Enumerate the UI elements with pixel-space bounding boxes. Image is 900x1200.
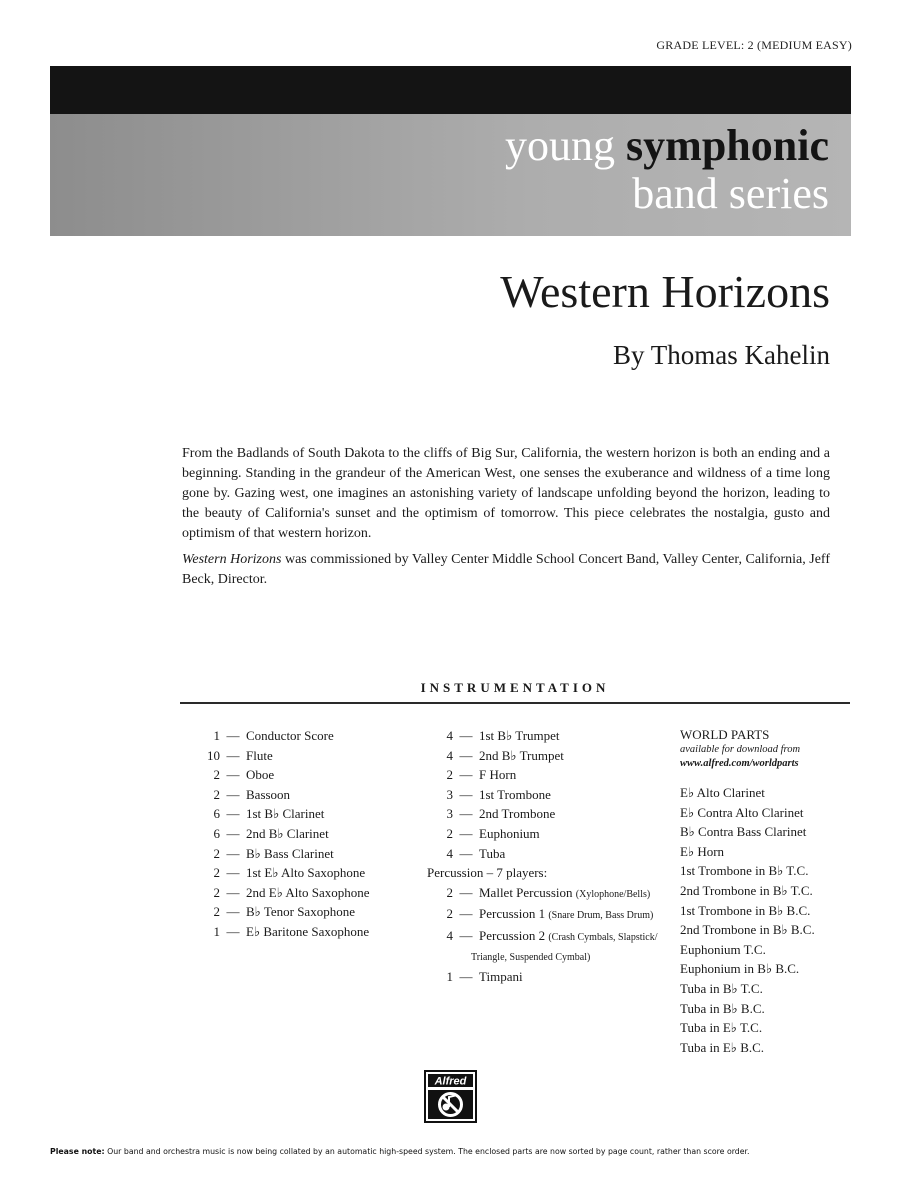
instrument-count: 2	[446, 767, 453, 783]
instrument-row	[194, 844, 370, 864]
instrument-row	[427, 824, 658, 844]
instrument-dash: —	[459, 825, 473, 841]
program-notes	[182, 444, 830, 596]
instrument-dash: —	[226, 786, 240, 802]
instrument-dash: —	[226, 747, 240, 763]
instrument-name: 2nd Trombone	[479, 806, 556, 822]
series-title-line1	[505, 120, 829, 171]
instrument-row	[194, 902, 370, 922]
instrument-row	[194, 746, 370, 766]
instrument-dash: —	[459, 767, 473, 783]
program-notes-paragraph-1: From the Badlands of South Dakota to the cliffs of Big Sur, California, the western horizon is both an ending and a beginning. Standing in the grandeur of the American West, one senses the exuberance and wildness of a time long gone by. Gazing west, one imagines an astonishing variety of landscape unfolding beyond the horizon, leading to the beauty of California's sunset and the optimism of tomorrow. This piece celebrates the nostalgia, gusto and optimism of that western horizon.	[182, 446, 830, 541]
world-part-item: Tuba in E♭ B.C.	[680, 1039, 765, 1055]
instrument-name: Tuba	[479, 845, 506, 861]
instrument-row	[427, 883, 658, 905]
world-part-item: Euphonium T.C.	[680, 941, 766, 957]
instrument-name: Percussion 2	[479, 927, 546, 943]
world-part-item: Tuba in B♭ T.C.	[680, 980, 763, 996]
instrument-row	[194, 765, 370, 785]
world-part-item: E♭ Contra Alto Clarinet	[680, 804, 804, 820]
instrument-count: 2	[213, 786, 220, 802]
instrument-row	[427, 844, 658, 864]
instrument-name: Percussion 1	[479, 906, 546, 922]
instrument-count: 2	[213, 845, 220, 861]
instrument-row	[194, 785, 370, 805]
instrument-count: 4	[446, 728, 453, 743]
world-part-item: Tuba in E♭ T.C.	[680, 1020, 763, 1036]
instrument-count: 4	[446, 747, 453, 763]
instrument-count: 1	[213, 923, 220, 939]
instrument-dash: —	[226, 904, 240, 920]
instrument-note: (Crash Cymbals, Slapstick/	[548, 931, 658, 943]
instrument-row	[427, 804, 658, 824]
world-part-item: Tuba in B♭ B.C.	[680, 1000, 765, 1016]
instrument-count: 3	[446, 806, 453, 822]
header-black-bar	[50, 66, 851, 114]
instrument-dash: —	[226, 728, 240, 743]
world-part-item: E♭ Horn	[680, 843, 725, 859]
instrument-dash: —	[226, 806, 240, 822]
series-banner	[50, 114, 851, 236]
instrument-dash: —	[459, 906, 473, 922]
program-notes-paragraph-2	[182, 550, 830, 590]
instrument-name: 2nd B♭ Clarinet	[246, 825, 329, 841]
instrument-dash: —	[226, 825, 240, 841]
instrument-row	[427, 926, 658, 948]
instrument-column-2	[427, 726, 658, 986]
world-parts-url: www.alfred.com/worldparts	[680, 758, 799, 769]
instrument-row	[427, 785, 658, 805]
instrument-count: 3	[446, 786, 453, 802]
instrument-name: 2nd B♭ Trumpet	[479, 747, 564, 763]
series-title-line2: band series	[632, 169, 829, 218]
instrument-dash: —	[226, 865, 240, 881]
instrument-dash: —	[459, 968, 473, 984]
instrument-row	[427, 726, 658, 746]
instrument-count: 1	[213, 728, 220, 743]
instrument-name: Bassoon	[246, 786, 291, 802]
instrument-dash: —	[459, 786, 473, 802]
instrument-name: 1st E♭ Alto Saxophone	[246, 865, 366, 881]
instrument-name: Mallet Percussion	[479, 884, 573, 900]
grade-level: GRADE LEVEL: 2 (MEDIUM EASY)	[656, 38, 852, 52]
instrument-column-1	[194, 726, 370, 942]
instrument-count: 2	[213, 865, 220, 881]
instrument-count: 2	[446, 906, 453, 922]
instrument-dash: —	[226, 923, 240, 939]
instrument-count: 4	[446, 927, 453, 943]
instrument-count: 2	[446, 884, 453, 900]
instrument-note: (Snare Drum, Bass Drum)	[548, 910, 654, 922]
instrument-count: 2	[213, 904, 220, 920]
instrument-count: 6	[213, 825, 220, 841]
alfred-logo-text: Alfred	[434, 1075, 467, 1088]
commission-text: was commissioned by Valley Center Middle School Concert Band, Valley Center, California, Jeff Beck, Director.	[182, 552, 831, 587]
world-part-item: 2nd Trombone in B♭ B.C.	[680, 922, 815, 938]
series-word-symphonic: symphonic	[626, 121, 829, 170]
instrument-dash: —	[459, 884, 473, 900]
instrument-note: (Xylophone/Bells)	[575, 888, 651, 900]
instrument-count: 2	[446, 825, 453, 841]
instrument-name: B♭ Tenor Saxophone	[246, 904, 355, 920]
instrument-name: F Horn	[479, 767, 517, 783]
instrument-count: 4	[446, 845, 453, 861]
world-part-item: B♭ Contra Bass Clarinet	[680, 824, 807, 840]
instrument-count: 1	[446, 968, 453, 984]
instrument-count: 6	[213, 806, 220, 822]
instrument-row	[194, 922, 370, 942]
instrumentation-heading: INSTRUMENTATION	[420, 680, 610, 695]
instrument-row	[427, 967, 658, 987]
instrument-dash: —	[459, 845, 473, 861]
percussion-note-continuation: Triangle, Suspended Cymbal)	[471, 951, 591, 963]
instrument-name: Flute	[246, 747, 273, 763]
instrument-name: B♭ Bass Clarinet	[246, 845, 334, 861]
footer-label: Please note:	[50, 1147, 105, 1156]
instrument-name: Oboe	[246, 767, 275, 783]
world-parts-availability: available for download from	[680, 744, 801, 755]
world-parts-column	[680, 726, 815, 1057]
world-part-item: 2nd Trombone in B♭ T.C.	[680, 882, 813, 898]
instrument-dash: —	[459, 728, 473, 743]
instrument-row	[194, 726, 370, 746]
instrument-row	[194, 863, 370, 883]
world-part-item: E♭ Alto Clarinet	[680, 785, 765, 800]
instrument-dash: —	[459, 927, 473, 943]
composer: By Thomas Kahelin	[613, 340, 830, 370]
instrument-row	[427, 765, 658, 785]
world-part-item: Euphonium in B♭ B.C.	[680, 961, 800, 977]
world-parts-title: WORLD PARTS	[680, 727, 770, 742]
commission-title: Western Horizons	[182, 552, 282, 567]
instrumentation-rule	[180, 702, 850, 704]
instrument-name: 1st Trombone	[479, 786, 551, 802]
instrument-name: E♭ Baritone Saxophone	[246, 923, 370, 939]
instrument-count: 2	[213, 884, 220, 900]
instrument-dash: —	[459, 806, 473, 822]
instrument-name: Timpani	[479, 968, 523, 984]
footer-text: Our band and orchestra music is now being collated by an automatic high-speed system. The enclosed parts are now sorted by page count, rather than score order.	[104, 1147, 750, 1156]
instrument-dash: —	[226, 845, 240, 861]
instrument-name: Conductor Score	[246, 728, 334, 743]
instrument-name: 1st B♭ Clarinet	[246, 806, 325, 822]
series-word-young: young	[505, 121, 616, 170]
instrument-row	[194, 824, 370, 844]
footer-note	[50, 1147, 860, 1156]
instrument-row	[427, 746, 658, 766]
instrument-dash: —	[226, 767, 240, 783]
instrument-name: Euphonium	[479, 825, 540, 841]
instrument-count: 2	[213, 767, 220, 783]
instrument-dash: —	[459, 747, 473, 763]
instrument-name: 1st B♭ Trumpet	[479, 728, 560, 743]
world-part-item: 1st Trombone in B♭ T.C.	[680, 863, 809, 879]
instrument-dash: —	[226, 884, 240, 900]
instrument-row	[194, 883, 370, 903]
instrument-count: 10	[207, 747, 220, 763]
instrument-row	[427, 904, 658, 926]
instrument-name: 2nd E♭ Alto Saxophone	[246, 884, 370, 900]
percussion-heading: Percussion – 7 players:	[427, 865, 548, 881]
alfred-logo	[424, 1070, 477, 1123]
world-part-item: 1st Trombone in B♭ B.C.	[680, 902, 811, 918]
instrument-row	[194, 804, 370, 824]
piece-title: Western Horizons	[500, 266, 830, 317]
